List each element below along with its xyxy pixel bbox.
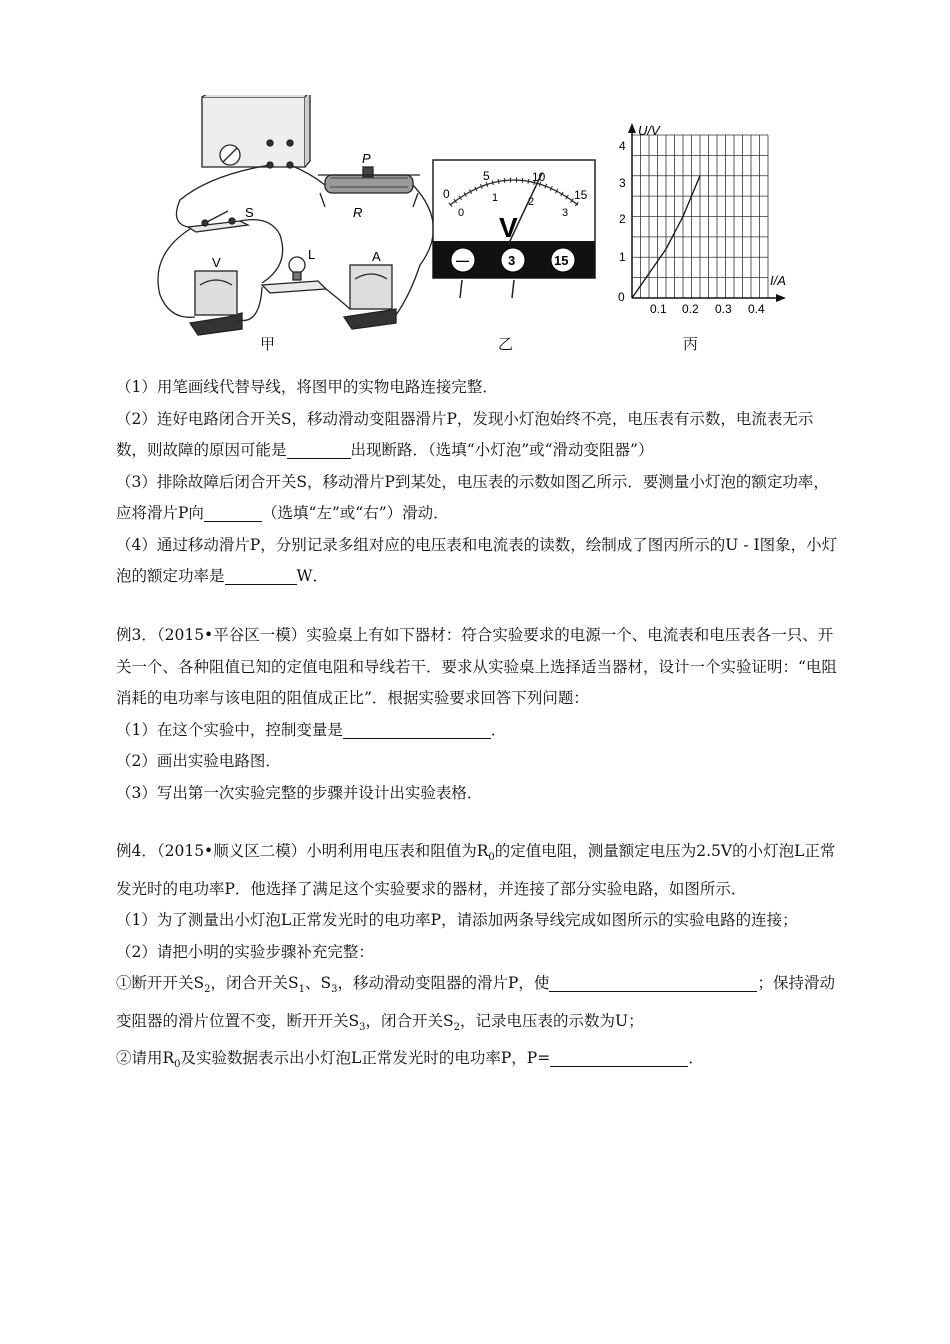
answer-blank[interactable]: [225, 566, 297, 585]
x-tick-4: 0.4: [748, 302, 765, 316]
example-3: [116, 620, 842, 809]
caption-bing: 丙: [683, 335, 699, 353]
terminal-15: 15: [554, 253, 569, 268]
x-tick-1: 0.1: [650, 302, 667, 316]
top-scale-15: 15: [574, 188, 588, 202]
y-tick-3: 3: [619, 176, 626, 190]
x-axis-arrow-icon: [776, 294, 786, 302]
origin-label: 0: [618, 290, 625, 304]
example-4-q2: （2）请把小明的实验步骤补充完整：: [116, 942, 374, 961]
x-axis-label: I/A: [770, 273, 786, 288]
ammeter-icon: [344, 309, 396, 329]
example-4-step-2: ②请用$R_0$及实验数据表示出小灯泡L正常发光时的电功率P，P= ．: [116, 1049, 704, 1071]
bottom-scale-2: 2: [528, 196, 535, 208]
example-4-q1: （1）为了测量出小灯泡L正常发光时的电功率P，请添加两条导线完成如图所示的实验电路的连接；: [116, 911, 798, 930]
switch-icon: [188, 221, 248, 232]
example-4-step-1: ①断开开关$S_2$，闭合开关$S_1$、$S_3$，移动滑动变阻器的滑片P，使 ；保持滑动变阻器的滑片位置不变，断开开关$S_3$，闭合开关$S_2$，记录电压表的示数为U；: [116, 974, 835, 1033]
u-i-graph: [628, 123, 786, 302]
caption-jia: 甲: [260, 335, 276, 353]
answer-blank[interactable]: [287, 440, 351, 459]
caption-yi: 乙: [498, 335, 514, 353]
bottom-scale-1: 1: [492, 192, 499, 204]
answer-blank[interactable]: [204, 503, 262, 522]
voltmeter-icon: [190, 313, 242, 335]
q2-item-3: （3）排除故障后闭合开关S，移动滑片P到某处，电压表的示数如图乙所示．要测量小灯泡的额定功率，应将滑片P向 （选填“左”或“右”）滑动．: [116, 472, 829, 522]
question-block-2: [116, 372, 842, 593]
graph-grid: [632, 135, 768, 298]
x-tick-2: 0.2: [682, 302, 699, 316]
terminal-neg: —: [456, 253, 469, 268]
slider-label: P: [362, 151, 371, 166]
lamp-icon: [262, 281, 326, 293]
power-supply-icon: [202, 97, 305, 167]
bottom-scale-0: 0: [458, 207, 465, 219]
example-3-q2: （2）画出实验电路图．: [116, 752, 281, 770]
q2-item-1: （1）用笔画线代替导线，将图甲的实物电路连接完整．: [116, 378, 498, 396]
top-scale-10: 10: [532, 170, 546, 184]
ammeter-label: A: [372, 249, 381, 264]
example-3-head: 例3．（2015•平谷区一模）实验桌上有如下器材：符合实验要求的电源一个、电流表和电压表各一只、开关一个、各种阻值已知的定值电阻和导线若干．要求从实验桌上选择适当器材，设计一个实验证明：“电阻消耗的电功率与该电阻的阻值成正比”．根据实验要求回答下列问题：: [116, 626, 837, 707]
lamp-label: L: [308, 247, 316, 262]
example-3-q1: （1）在这个实验中，控制变量是 ．: [116, 720, 507, 739]
terminal-3: 3: [508, 253, 516, 268]
example-4-head: 例4．（2015•顺义区二模）小明利用电压表和阻值为$R_0$的定值电阻，测量额定电压为2.5V的小灯泡L正常发光时的电功率P．他选择了满足这个实验要求的器材，并连接了部分实验电路，如图所示．: [116, 842, 836, 898]
y-tick-4: 4: [619, 139, 626, 153]
bottom-scale-3: 3: [562, 207, 569, 219]
answer-blank[interactable]: [549, 973, 757, 992]
figures-svg: [150, 95, 800, 365]
meter-letter: V: [499, 212, 518, 243]
example-4: [116, 836, 842, 1081]
top-scale-5: 5: [483, 169, 490, 183]
y-axis-arrow-icon: [628, 123, 636, 133]
q2-item-4: （4）通过移动滑片P，分别记录多组对应的电压表和电流表的读数，绘制成了图丙所示的U - I图象，小灯泡的额定功率是 W．: [116, 535, 838, 585]
answer-blank[interactable]: [550, 1048, 688, 1067]
y-tick-2: 2: [619, 212, 626, 226]
figure-row: [150, 95, 800, 365]
rheostat-label: R: [353, 205, 363, 220]
answer-blank[interactable]: [343, 720, 491, 739]
x-tick-3: 0.3: [715, 302, 732, 316]
q2-item-2: （2）连好电路闭合开关S，移动滑动变阻器滑片P，发现小灯泡始终不亮，电压表有示数，电流表无示数，则故障的原因可能是 出现断路．（选填“小灯泡”或“滑动变阻器”）: [116, 409, 814, 459]
example-3-q3: （3）写出第一次实验完整的步骤并设计出实验表格．: [116, 783, 483, 802]
top-scale-0: 0: [443, 187, 450, 201]
voltmeter-label: V: [212, 255, 221, 270]
circuit-figure: [158, 95, 433, 335]
y-tick-1: 1: [619, 250, 626, 264]
switch-label: S: [245, 205, 254, 220]
y-axis-label: U/V: [638, 123, 660, 138]
